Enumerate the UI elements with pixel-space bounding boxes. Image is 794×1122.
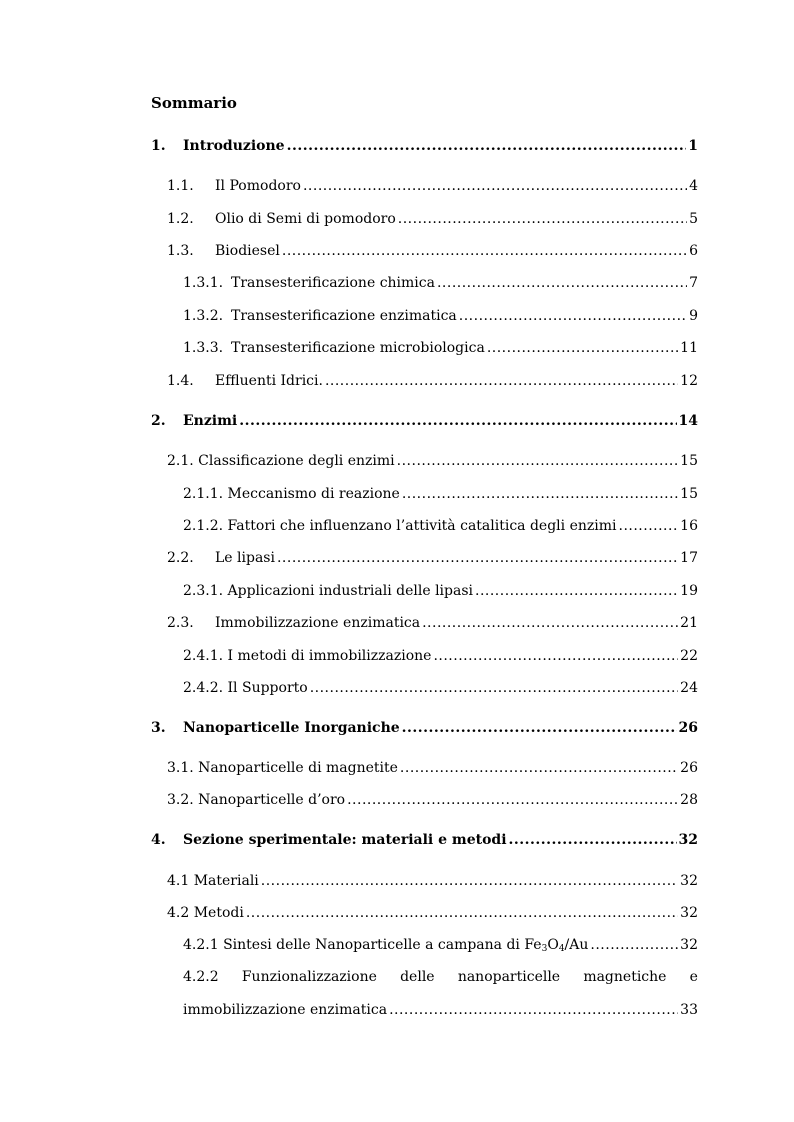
toc-label: 2.1.2. Fattori che influenzano l’attività catalitica degli enzimi [183, 518, 617, 534]
toc-num: 1.3.3. [183, 340, 224, 356]
toc-entry-4-2-2-line1[interactable] [183, 969, 698, 985]
toc-label: Immobilizzazione enzimatica [215, 615, 421, 631]
toc-page: 21 [680, 615, 698, 631]
toc-label: 2.4.1. I metodi di immobilizzazione [183, 648, 432, 664]
toc-page: 22 [680, 648, 698, 664]
toc-leader [433, 648, 678, 664]
toc-num: 3. [151, 720, 166, 736]
toc-word: Funzionalizzazione [241, 969, 377, 985]
toc-word: magnetiche [583, 969, 667, 985]
toc-entry-3-2[interactable] [167, 792, 698, 808]
toc-page: 28 [680, 792, 698, 808]
toc-word: 4.2.2 [183, 969, 219, 985]
toc-entry-1-2[interactable] [167, 211, 698, 227]
toc-num: 4. [151, 832, 166, 848]
toc-page: 33 [680, 1002, 698, 1018]
toc-page: 4 [689, 178, 698, 194]
toc-num: 1.3.1. [183, 275, 224, 291]
toc-leader [347, 792, 678, 808]
toc-page: 19 [680, 583, 698, 599]
toc-label-part: O [547, 937, 559, 953]
toc-num: 2. [151, 413, 166, 429]
toc-page: 32 [680, 937, 698, 953]
toc-page: 11 [680, 340, 698, 356]
toc-label: immobilizzazione enzimatica [183, 1002, 388, 1018]
subscript: 4 [558, 944, 565, 954]
toc-page: 7 [689, 275, 698, 291]
toc-page: 15 [680, 486, 698, 502]
toc-entry-1-4[interactable] [167, 373, 698, 389]
toc-leader [619, 518, 679, 534]
toc-leader [277, 550, 678, 566]
toc-leader [287, 138, 687, 154]
toc-entry-2-1-2[interactable] [183, 518, 698, 534]
toc-page: 1 [688, 138, 698, 154]
toc-entry-4-2-2-line2[interactable] [183, 1002, 698, 1018]
toc-label: 3.1. Nanoparticelle di magnetite [167, 760, 398, 776]
toc-label: 2.1.1. Meccanismo di reazione [183, 486, 400, 502]
toc-num: 1.4. [167, 373, 194, 389]
toc-label: 3.2. Nanoparticelle d’oro [167, 792, 346, 808]
toc-leader [389, 1002, 678, 1018]
toc-page: 12 [680, 373, 698, 389]
toc-page: 26 [680, 760, 698, 776]
toc-page: 14 [678, 413, 698, 429]
toc-entry-4[interactable] [151, 832, 698, 848]
toc-entry-1-3[interactable] [167, 243, 698, 259]
toc-entry-2-3[interactable] [167, 615, 698, 631]
toc-entry-2-1-1[interactable] [183, 486, 698, 502]
toc-entry-4-2-1[interactable] [183, 937, 698, 954]
toc-page: 32 [680, 873, 698, 889]
toc-leader [459, 308, 687, 324]
toc-leader [398, 211, 687, 227]
toc-num: 1.1. [167, 178, 194, 194]
toc-entry-4-1[interactable] [167, 873, 698, 889]
toc-leader [402, 486, 678, 502]
toc-page: 15 [680, 453, 698, 469]
toc-entry-4-2[interactable] [167, 905, 698, 921]
toc-entry-1-3-1[interactable] [183, 275, 698, 291]
toc-label: Biodiesel [215, 243, 280, 259]
toc-leader [239, 413, 676, 429]
toc-word: e [689, 969, 698, 985]
toc-label: Transesterificazione microbiologica [231, 340, 485, 356]
toc-num: 1.3. [167, 243, 194, 259]
toc-page: 26 [678, 720, 698, 736]
toc-page: 32 [680, 905, 698, 921]
toc-entry-1-1[interactable] [167, 178, 698, 194]
toc-num: 2.2. [167, 550, 194, 566]
toc-leader [325, 373, 678, 389]
toc-leader [487, 340, 678, 356]
toc-entry-3[interactable] [151, 720, 698, 736]
toc-entry-2[interactable] [151, 413, 698, 429]
toc-num: 2.3. [167, 615, 194, 631]
subscript: 3 [541, 944, 548, 954]
toc-label: Introduzione [183, 138, 285, 154]
toc-leader [509, 832, 677, 848]
toc-page: 24 [680, 680, 698, 696]
toc-entry-2-2[interactable] [167, 550, 698, 566]
toc-leader [590, 937, 678, 953]
toc-page: 5 [689, 211, 698, 227]
toc-word: delle [400, 969, 435, 985]
toc-page: 32 [678, 832, 698, 848]
toc-leader [437, 275, 687, 291]
toc-label: Sezione sperimentale: materiali e metodi [183, 832, 507, 848]
toc-num: 1.3.2. [183, 308, 224, 324]
toc-title: Sommario [151, 94, 237, 112]
toc-entry-2-3-1[interactable] [183, 583, 698, 599]
toc-leader [261, 873, 678, 889]
toc-entry-2-4-2[interactable] [183, 680, 698, 696]
toc-label: 2.3.1. Applicazioni industriali delle lipasi [183, 583, 473, 599]
toc-entry-1-3-2[interactable] [183, 308, 698, 324]
toc-entry-1[interactable] [151, 138, 698, 154]
toc-leader [246, 905, 678, 921]
toc-label: Nanoparticelle Inorganiche [183, 720, 400, 736]
toc-label: 2.1. Classificazione degli enzimi [167, 453, 395, 469]
toc-entry-1-3-3[interactable] [183, 340, 698, 356]
toc-leader [402, 720, 677, 736]
toc-leader [422, 615, 678, 631]
toc-word: nanoparticelle [457, 969, 561, 985]
toc-label: 2.4.2. Il Supporto [183, 680, 308, 696]
toc-page: 9 [689, 308, 698, 324]
toc-entry-3-1[interactable] [167, 760, 698, 776]
toc-num: 1. [151, 138, 166, 154]
toc-label: Effluenti Idrici. [215, 373, 323, 389]
toc-entry-2-4-1[interactable] [183, 648, 698, 664]
toc-label: 4.2 Metodi [167, 905, 244, 921]
toc-leader [400, 760, 678, 776]
toc-label-part: 4.2.1 Sintesi delle Nanoparticelle a campana di Fe [183, 937, 542, 953]
toc-leader [475, 583, 678, 599]
toc-label: Enzimi [183, 413, 238, 429]
toc-label: Il Pomodoro [215, 178, 301, 194]
toc-label-part: /Au [564, 937, 589, 953]
toc-leader [303, 178, 687, 194]
toc-entry-2-1[interactable] [167, 453, 698, 469]
toc-label: Transesterificazione enzimatica [231, 308, 457, 324]
toc-leader [310, 680, 678, 696]
toc-label: Le lipasi [215, 550, 275, 566]
toc-num: 1.2. [167, 211, 194, 227]
toc-label: Olio di Semi di pomodoro [215, 211, 396, 227]
toc-page: 16 [680, 518, 698, 534]
toc-page: 17 [680, 550, 698, 566]
toc-label: Transesterificazione chimica [231, 275, 435, 291]
toc-label [183, 937, 588, 954]
toc-page: 6 [689, 243, 698, 259]
toc-label: 4.1 Materiali [167, 873, 259, 889]
toc-leader [397, 453, 679, 469]
toc-leader [282, 243, 687, 259]
